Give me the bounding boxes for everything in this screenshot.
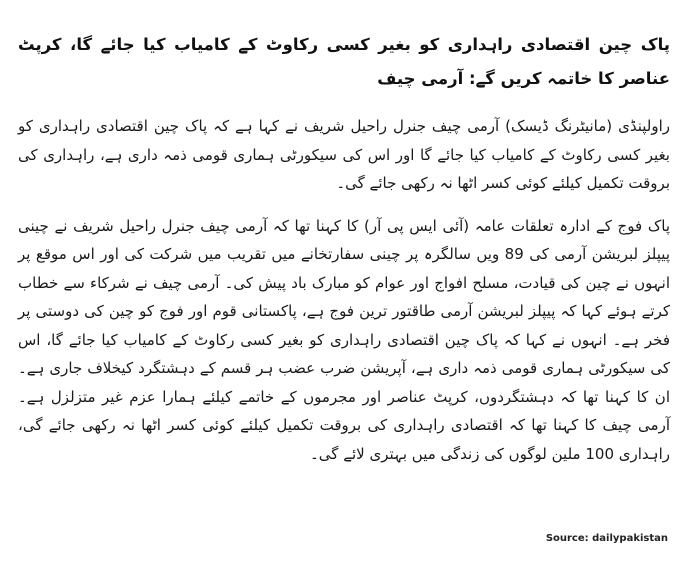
article-paragraph-1: راولپنڈی (مانیٹرنگ ڈیسک) آرمی چیف جنرل راحیل شریف نے کہا ہے کہ پاک چین اقتصادی راہداری کو بغیر کسی رکاوٹ کے کامیاب کیا جائے گا اور اس کی سیکورٹی ہماری قومی ذمہ داری ہے، راہداری کی بروقت تکمیل کیلئے کوئی کسر اٹھا نہ رکھی جائے گی۔: [18, 117, 670, 192]
news-article: [18, 0, 670, 568]
article-headline: پاک چین اقتصادی راہداری کو بغیر کسی رکاوٹ کے کامیاب کیا جائے گا، کرپٹ عناصر کا خاتمہ کریں گے: آرمی چیف: [18, 35, 670, 88]
article-paragraph-2: پاک فوج کے ادارہ تعلقات عامہ (آئی ایس پی آر) کا کہنا تھا کہ آرمی چیف جنرل راحیل شریف نے چینی پیپلز لبریشن آرمی کی 89 ویں سالگرہ پر چینی سفارتخانے میں تقریب میں شرکت کی اور اس موقع پر انہوں نے چین کی قیادت، مسلح افواج اور عوام کو مبارک باد پیش کی۔ آرمی چیف نے شرکاء سے خطاب کرتے ہوئے کہا کہ پیپلز لبریشن آرمی طاقتور ترین فوج ہے، پاکستانی قوم اور فوج کو چین کی دوستی پر فخر ہے۔ انہوں نے کہا کہ پاک چین اقتصادی راہداری کو بغیر کسی رکاوٹ کے کامیاب کیا جائے گا، اس کی سیکورٹی ہماری قومی ذمہ داری ہے، آپریشن ضرب عضب ہر قسم کے دہشتگرد کیخلاف جاری ہے۔ ان کا کہنا تھا کہ دہشتگردوں، کرپٹ عناصر اور مجرموں کے خاتمے کیلئے ہمارا عزم غیر متزلزل ہے۔ آرمی چیف کا کہنا تھا کہ اقتصادی راہداری کی بروقت تکمیل کیلئے کوئی کسر اٹھا نہ رکھی جائے گی، راہداری 100 ملین لوگوں کی زندگی میں بہتری لائے گی۔: [18, 216, 670, 463]
source-credit: Source: dailypakistan: [545, 533, 668, 544]
